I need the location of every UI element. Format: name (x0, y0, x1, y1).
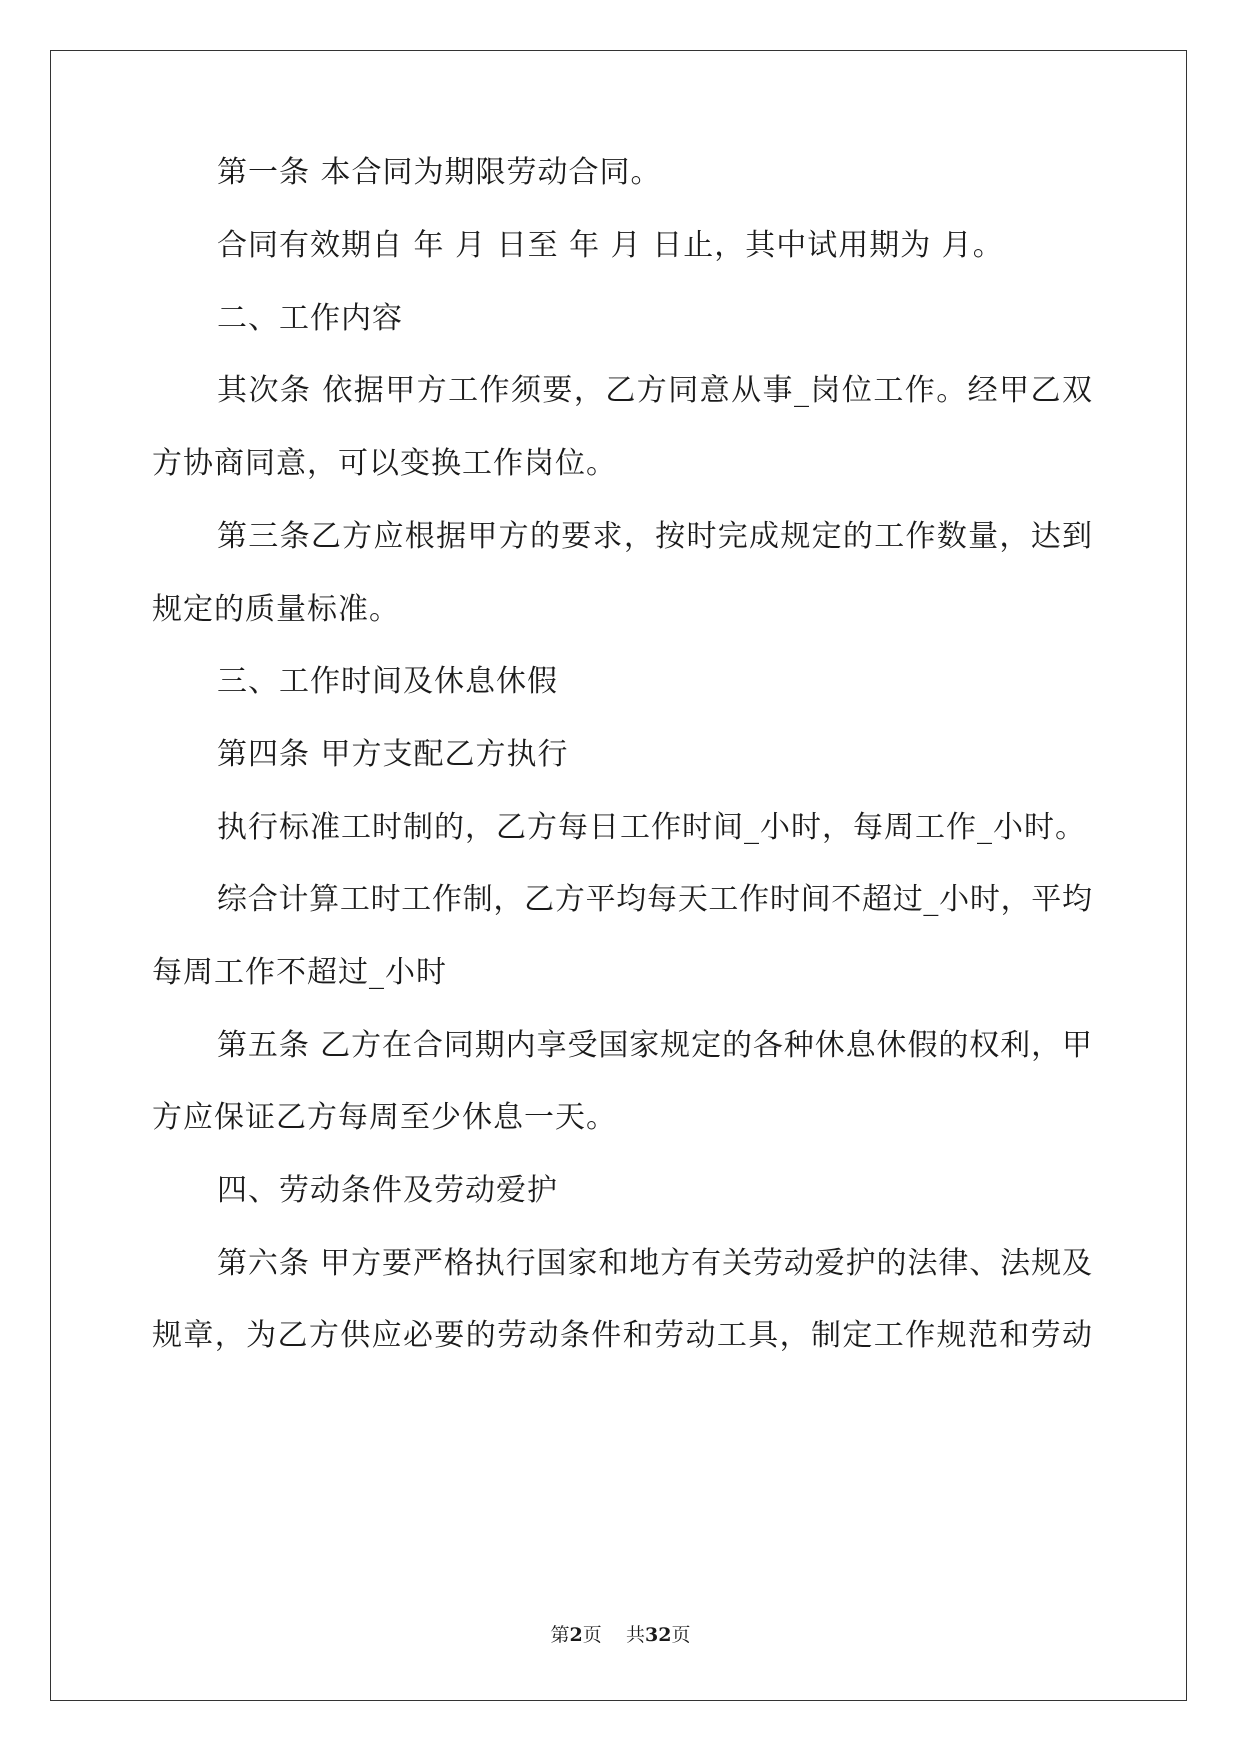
page-number: 2 (569, 1624, 583, 1646)
contract-period-line: 合同有效期自 年 月 日至 年 月 日止，其中试用期为 月。 (217, 228, 1004, 263)
page-prefix: 第 (550, 1624, 570, 1646)
clause-5-line-1: 第五条 乙方在合同期内享受国家规定的各种休息休假的权利，甲 (217, 1028, 1092, 1063)
section-heading-work-hours: 三、工作时间及休息休假 (217, 664, 558, 699)
clause-3-line-1: 第三条乙方应根据甲方的要求，按时完成规定的工作数量，达到 (217, 519, 1092, 554)
total-pages: 32 (644, 1624, 672, 1646)
page-border (50, 50, 1187, 1701)
comprehensive-hours-line-1: 综合计算工时工作制，乙方平均每天工作时间不超过_小时，平均 (217, 882, 1092, 917)
section-heading-work-content: 二、工作内容 (217, 301, 403, 336)
standard-hours-line: 执行标准工时制的，乙方每日工作时间_小时，每周工作_小时。 (217, 810, 1086, 845)
page-footer (0, 1624, 1241, 1646)
clause-4-line: 第四条 甲方支配乙方执行 (217, 737, 569, 772)
clause-6-line-2: 规章，为乙方供应必要的劳动条件和劳动工具，制定工作规范和劳动 (152, 1318, 1092, 1353)
section-heading-labor-protection: 四、劳动条件及劳动爱护 (217, 1173, 558, 1208)
clause-1-line: 第一条 本合同为期限劳动合同。 (217, 155, 662, 190)
clause-3-line-2: 规定的质量标准。 (152, 592, 400, 627)
clause-2-line-2: 方协商同意，可以变换工作岗位。 (152, 446, 617, 481)
comprehensive-hours-line-2: 每周工作不超过_小时 (152, 955, 447, 990)
clause-5-line-2: 方应保证乙方每周至少休息一天。 (152, 1100, 617, 1135)
page-suffix: 页 (582, 1624, 602, 1646)
clause-2-line-1: 其次条 依据甲方工作须要，乙方同意从事_岗位工作。经甲乙双 (217, 373, 1092, 408)
clause-6-line-1: 第六条 甲方要严格执行国家和地方有关劳动爱护的法律、法规及 (217, 1246, 1092, 1281)
total-suffix: 页 (671, 1624, 691, 1646)
total-prefix: 共 (625, 1624, 645, 1646)
